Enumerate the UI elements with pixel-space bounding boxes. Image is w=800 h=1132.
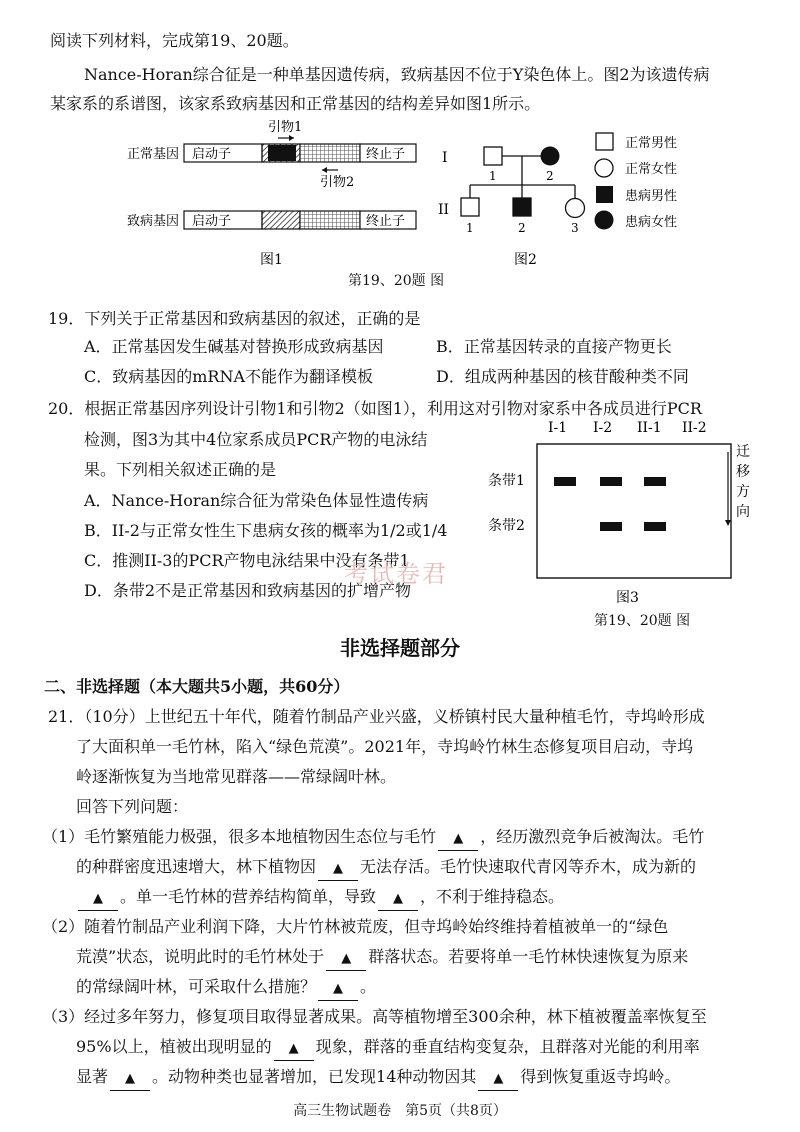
direction-char-3: 方: [736, 484, 750, 500]
q21-p3-text-b: 现象，群落的垂直结构变复杂，且群落对光能的利用率: [315, 1037, 700, 1056]
q21-p1-text-f: ，不利于维持稳态。: [420, 887, 565, 906]
legend-affected-male: 患病男性: [625, 189, 678, 204]
lane-label-II-2: II-2: [682, 420, 707, 436]
figure3-caption: 图3: [616, 590, 639, 606]
answer-blank-9[interactable]: [478, 1066, 518, 1091]
q21-part3-line3: [76, 1066, 680, 1091]
answer-blank-8[interactable]: [110, 1066, 150, 1091]
blank-marker: ▲: [393, 891, 404, 906]
q19-option-a: A．正常基因发生碱基对替换形成致病基因: [84, 337, 384, 356]
pedigree-II-1-number: 1: [466, 221, 474, 235]
legend-affected-male-icon: [596, 186, 613, 203]
pedigree-I-1-normal-male: [484, 147, 502, 165]
direction-char-4: 向: [736, 504, 750, 520]
q21-part3-line2: [76, 1036, 700, 1061]
normal-gene-label: 正常基因: [127, 147, 180, 162]
q21-p2-text-a: 荒漠”状态，说明此时的毛竹林处于: [76, 947, 325, 966]
pedigree-II-2-affected-male: [513, 198, 531, 216]
q21-p2-text-c: 的常绿阔叶林，可采取什么措施？: [76, 977, 317, 996]
gel-band-1-lane-1: [554, 477, 576, 486]
q21-p3-text-a: 95%以上，植被出现明显的: [76, 1037, 272, 1056]
figure-caption-top: 第19、20题 图: [348, 273, 445, 289]
q21-p1-text-a: （1）毛竹繁殖能力极强，很多本地植物因生态位与毛竹: [42, 827, 437, 846]
pedigree-II-1-normal-male: [461, 198, 479, 216]
legend-normal-female: 正常女性: [625, 162, 678, 177]
gel-band-2-lane-3: [644, 522, 666, 531]
section2-heading: 二、非选择题（本大题共5小题，共60分）: [44, 677, 350, 696]
figure3-electrophoresis: [488, 416, 768, 616]
answer-prompt: 回答下列问题：: [76, 797, 189, 816]
blank-marker: ▲: [125, 1071, 136, 1086]
figure2-caption: 图2: [514, 252, 537, 268]
figure1-caption: 图1: [260, 252, 283, 268]
q21-p1-text-d: 无法存活。毛竹快速取代青冈等乔木，成为新的: [360, 857, 697, 876]
legend-normal-male: 正常男性: [625, 136, 678, 151]
lane-label-I-2: I-2: [593, 420, 613, 436]
gel-band-1-lane-3: [644, 477, 666, 486]
page-footer: 高三生物试题卷 第5页（共8页）: [293, 1103, 507, 1119]
q21-p2-text-d: 。: [360, 977, 377, 996]
q21-part1-line3: [76, 886, 564, 911]
generation-I-label: I: [442, 150, 448, 166]
q21-p3-text-d: 。动物种类也显著增加，已发现14种动物因其: [152, 1067, 477, 1086]
gel-band-1-lane-2: [600, 477, 622, 486]
answer-blank-2[interactable]: [318, 856, 358, 881]
band2-label: 条带2: [488, 518, 525, 534]
q21-part3-line1: （3）经过多年努力，修复项目取得显著成果。高等植物增至300余种，林下植被覆盖率恢复至: [42, 1007, 707, 1026]
lane-label-II-1: II-1: [637, 420, 662, 436]
q20-option-d: D．条带2不是正常基因和致病基因的扩增产物: [84, 581, 412, 600]
direction-char-1: 迁: [736, 444, 750, 460]
blank-marker: ▲: [333, 981, 344, 996]
blank-marker: ▲: [93, 891, 103, 906]
q21-part1-line1: [42, 826, 704, 851]
gel-band-2-lane-2: [600, 522, 622, 531]
legend-normal-female-icon: [595, 159, 613, 177]
answer-blank-5[interactable]: [326, 946, 366, 971]
q21-part1-line2: [76, 856, 696, 881]
lane-label-I-1: I-1: [548, 420, 568, 436]
pedigree-I-2-number: 2: [546, 169, 554, 183]
answer-blank-4[interactable]: [378, 886, 418, 911]
pedigree-I-2-affected-female: [541, 147, 560, 166]
blank-marker: ▲: [453, 831, 464, 846]
q21-p1-text-c: 的种群密度迅速增大，林下植物因: [76, 857, 317, 876]
generation-II-label: II: [438, 202, 450, 218]
promoter-label-normal: 启动子: [192, 147, 232, 162]
pedigree-II-2-number: 2: [518, 221, 526, 235]
pedigree-I-1-number: 1: [489, 169, 497, 183]
q20-option-c: C．推测II-3的PCR产物电泳结果中没有条带1: [84, 551, 410, 570]
background-text-line1: Nance-Horan综合征是一种单基因遗传病，致病基因不位于Y染色体上。图2为该遗传病: [84, 65, 710, 84]
q21-line1: 21．（10分）上世纪五十年代，随着竹制品产业兴盛，义桥镇村民大量种植毛竹，寺坞岭形成: [48, 707, 705, 726]
band1-label: 条带1: [488, 473, 525, 489]
q20-stem-line3: 果。下列相关叙述正确的是: [84, 460, 277, 479]
q21-p1-text-e: 。单一毛竹林的营养结构简单，导致: [120, 887, 377, 906]
q21-part2-line1: （2）随着竹制品产业利润下降，大片竹林被荒废，但寺坞岭始终维持着植被单一的“绿色: [42, 917, 669, 936]
q20-option-a: A．Nance-Horan综合征为常染色体显性遗传病: [84, 491, 429, 510]
q19-stem: 19．下列关于正常基因和致病基因的叙述，正确的是: [48, 309, 421, 328]
promoter-label-disease: 启动子: [192, 214, 232, 229]
terminator-label-disease: 终止子: [366, 214, 406, 229]
answer-blank-6[interactable]: [318, 976, 358, 1001]
q21-line3: 岭逐渐恢复为当地常见群落——常绿阔叶林。: [76, 767, 397, 786]
direction-char-2: 移: [736, 464, 750, 480]
figure1-gene-structure: [120, 118, 420, 268]
blank-marker: ▲: [493, 1071, 504, 1086]
blank-marker: ▲: [341, 951, 352, 966]
q19-option-d: D．组成两种基因的核苷酸种类不同: [436, 367, 689, 386]
figure2-pedigree: [438, 122, 678, 270]
q21-p3-text-c: 显著: [76, 1067, 109, 1086]
blank-marker: ▲: [333, 861, 344, 876]
q19-option-b: B．正常基因转录的直接产物更长: [436, 337, 672, 356]
q21-part2-line3: [76, 976, 376, 1001]
blank-marker: ▲: [288, 1041, 299, 1056]
q21-p1-text-b: ，经历激烈竞争后被淘汰。毛竹: [480, 827, 705, 846]
disease-gene-label: 致病基因: [127, 214, 180, 229]
figure-caption-bottom: 第19、20题 图: [594, 613, 691, 629]
q19-option-c: C．致病基因的mRNA不能作为翻译模板: [84, 367, 374, 386]
pedigree-II-3-normal-female: [566, 199, 585, 218]
answer-blank-3[interactable]: [78, 886, 118, 911]
q21-part2-line2: [76, 946, 688, 971]
q21-line2: 了大面积单一毛竹林，陷入“绿色荒漠”。2021年，寺坞岭竹林生态修复项目启动，寺坞: [76, 737, 694, 756]
intro-text: 阅读下列材料，完成第19、20题。: [50, 31, 299, 50]
answer-blank-1[interactable]: [438, 826, 478, 851]
legend-affected-female-icon: [595, 211, 614, 230]
q20-stem-line1: 20．根据正常基因序列设计引物1和引物2（如图1），利用这对引物对家系中各成员进行PCR: [48, 399, 702, 418]
primer1-label: 引物1: [268, 120, 303, 135]
legend-normal-male-icon: [596, 133, 613, 150]
section-title: 非选择题部分: [340, 636, 460, 660]
watermark-text: 考试卷君: [344, 560, 448, 588]
primer2-label: 引物2: [320, 175, 355, 190]
gel-frame: [537, 444, 731, 578]
q21-p3-text-e: 得到恢复重返寺坞岭。: [520, 1067, 681, 1086]
q21-p2-text-b: 群落状态。若要将单一毛竹林快速恢复为原来: [368, 947, 689, 966]
background-text-line2: 某家系的系谱图，该家系致病基因和正常基因的结构差异如图1所示。: [50, 94, 541, 113]
pedigree-II-3-number: 3: [571, 221, 579, 235]
terminator-label-normal: 终止子: [366, 147, 406, 162]
answer-blank-7[interactable]: [274, 1036, 314, 1061]
q20-stem-line2: 检测，图3为其中4位家系成员PCR产物的电泳结: [84, 430, 428, 449]
legend-affected-female: 患病女性: [625, 215, 678, 230]
q20-option-b: B．II-2与正常女性生下患病女孩的概率为1/2或1/4: [84, 521, 448, 540]
